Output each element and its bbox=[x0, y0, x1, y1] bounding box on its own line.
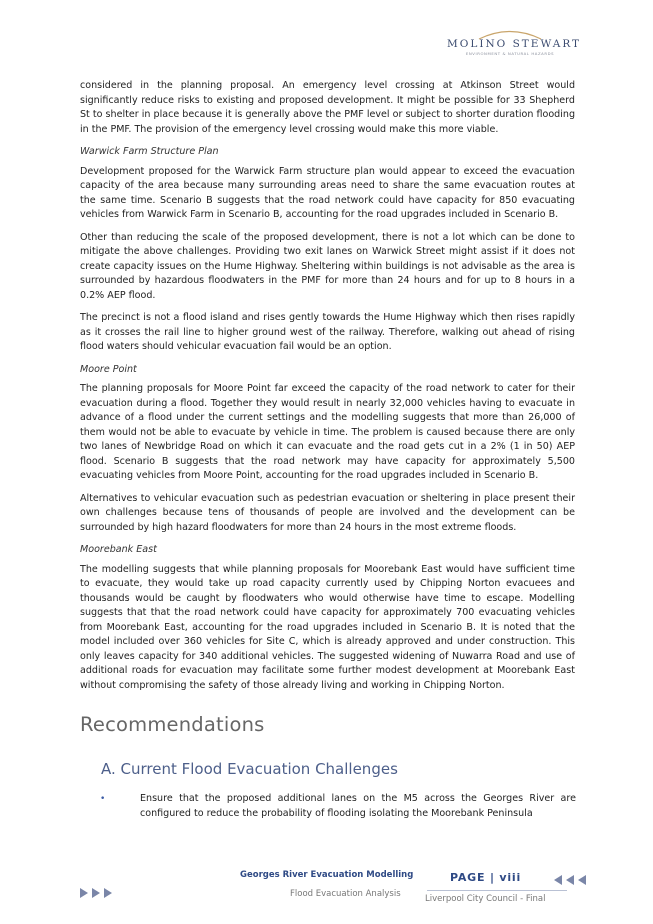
paragraph: considered in the planning proposal. An emergency level crossing at Atkinson Street would significantly reduce risks to existing and proposed development. It might be possible for 33 Shepherd St to shelter in place because it is generally above the PMF level or subject to shorter duration flooding in the PMF. The provision of the emergency level crossing would make this more viable. bbox=[80, 80, 575, 135]
bullet-icon: • bbox=[100, 794, 106, 804]
paragraph: Alternatives to vehicular evacuation such as pedestrian evacuation or sheltering in place present their own challenges because tens of thousands of people are involved and the development can be surrounded by high hazard floodwaters for more than 24 hours in the most extreme floods. bbox=[80, 492, 575, 533]
page-number: PAGE | viii bbox=[450, 871, 522, 884]
body-content bbox=[80, 79, 575, 701]
subheading-moore-point: Moore Point bbox=[80, 363, 137, 375]
paragraph: The precinct is not a flood island and rises gently towards the Hume Highway which then rises rapidly as it crosses the rail line to higher ground west of the railway. Therefore, walking out ahead of rising flood waters should vehicular evacuation fail would be an option. bbox=[80, 312, 575, 352]
logo-name: MOLINO STEWART bbox=[447, 38, 582, 50]
company-logo bbox=[447, 26, 582, 56]
logo-arc-icon bbox=[477, 28, 543, 40]
subheading-moorebank-east: Moorebank East bbox=[80, 544, 157, 555]
footer-subtitle: Flood Evacuation Analysis bbox=[290, 889, 401, 899]
subheading-warwick-farm: Warwick Farm Structure Plan bbox=[80, 146, 219, 157]
arrows-right-icon bbox=[80, 887, 120, 899]
footer-client: Liverpool City Council - Final bbox=[425, 894, 546, 904]
bullet-item bbox=[100, 792, 576, 821]
arrows-left-icon bbox=[554, 874, 590, 886]
section-heading: A. Current Flood Evacuation Challenges bbox=[101, 760, 398, 778]
footer-divider bbox=[427, 890, 567, 891]
logo-tagline: ENVIRONMENT & NATURAL HAZARDS bbox=[465, 51, 555, 56]
bullet-text: Ensure that the proposed additional lanes on the M5 across the Georges River are configured to reduce the probability of flooding isolating the Moorebank Peninsula bbox=[140, 793, 576, 819]
paragraph: The planning proposals for Moore Point far exceed the capacity of the road network to cater for their evacuation during a flood. Together they would result in nearly 32,000 vehicles having to evacuate in advance of a flood under the current settings and the modelling suggests that more than 26,000 of them would not be able to evacuate by vehicle in time. The problem is caused because there are only two lanes of Newbridge Road on which it can evacuate and the road gets cut in a 2% (1 in 50) AEP flood. Scenario B suggests that the road network may have capacity for approximately 5,500 evacuating vehicles from Moore Point, accounting for the road upgrades included in Scenario B. bbox=[80, 383, 575, 481]
paragraph: Development proposed for the Warwick Farm structure plan would appear to exceed the evacuation capacity of the area because many surrounding areas need to share the same evacuation routes at the same time. Scenario B suggests that the road network could have capacity for 850 evacuating vehicles from Warwick Farm in Scenario B, accounting for the road upgrades included in Scenario B. bbox=[80, 165, 575, 220]
paragraph: Other than reducing the scale of the proposed development, there is not a lot which can be done to mitigate the above challenges. Providing two exit lanes on Warwick Street might assist if it does not create capacity issues on the Hume Highway. Sheltering within buildings is not advisable as the area is surrounded by hazardous floodwaters in the PMF for more than 24 hours and for up to 8 hours in a 0.2% AEP flood. bbox=[80, 231, 575, 301]
footer-title: Georges River Evacuation Modelling bbox=[240, 870, 414, 880]
paragraph: The modelling suggests that while planning proposals for Moorebank East would have sufficient time to evacuate, they would take up road capacity currently used by Chipping Norton evacuees and thousands would be caught by floodwaters who would otherwise have time to escape. Modelling suggests that that the road network could have capacity for approximately 700 evacuating vehicles from Moorebank East, accounting for the road upgrades included in Scenario B. It is noted that the model included over 360 vehicles for Site C, which is already approved and under construction. This only leaves capacity for 340 additional vehicles. The suggested widening of Nuwarra Road and use of additional roads for evacuation may facilitate some further modest development at Moorebank East without compromising the safety of those already living and working in Chipping Norton. bbox=[80, 563, 575, 691]
recommendations-heading: Recommendations bbox=[80, 713, 265, 736]
